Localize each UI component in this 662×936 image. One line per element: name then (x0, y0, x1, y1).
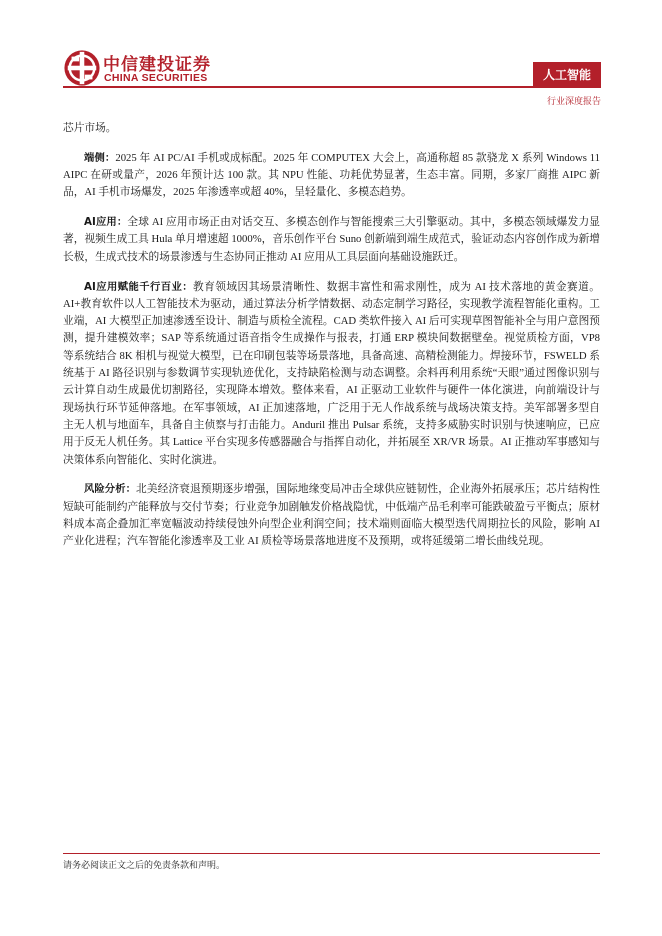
china-securities-logo-icon (63, 49, 101, 87)
paragraph-ai-applications (63, 214, 600, 266)
company-name-cn: 中信建投证券 (103, 55, 211, 75)
paragraph-text: 教育领域因其场景清晰性、数据丰富性和需求刚性，成为 AI 技术落地的黄金赛道。AI+教育软件以人工智能技术为驱动，通过算法分析学情数据、动态定制学习路径，实现教学流程智能化重构。工业端，AI 大模型正加速渗透至设计、制造与质检全流程。CAD 类软件接入 AI 后可实现草图智能补全与用户意图预测，提升建模效率；SAP 等系统通过语音指令生成操作与报表，打通 ERP 模块间数据壁垒。视觉质检方面，VP8 等系统结合 8K 相机与视觉大模型，已在印刷包装等场景落地，具备高速、高精检测能力。焊接环节，FSWELD 系统基于 AI 路径识别与参数调节实现轨迹优化，支持缺陷检测与动态调整。余料再利用系统“天眼”通过图像识别与云计算自动生成最优切割路径，实现降本增效。整体来看，AI 正驱动工业软件与硬件一体化演进，向前端设计与现场执行环节延伸落地。在军事领域，AI 正加速落地，广泛用于无人作战系统与战场决策支持。美军部署多型自主无人机与地面车，具备自主侦察与打击能力。Anduril 推出 Pulsar 系统，支持多威胁实时识别与快速响应，已应用于反无人机任务。其 Lattice 平台实现多传感器融合与指挥自动化，并拓展至 XR/VR 场景。AI 正推动军事感知与决策体系向智能化、实时化演进。 (63, 280, 600, 466)
report-body (63, 120, 600, 551)
paragraph-ai-empowers-industries (63, 279, 600, 469)
paragraph-heading: AI应用赋能千行百业： (84, 280, 193, 293)
sector-tag: 人工智能 (533, 62, 601, 86)
footer-divider (63, 853, 600, 854)
header-divider (63, 86, 601, 88)
intro-text: 芯片市场。 (63, 122, 117, 134)
paragraph-heading: 端侧： (84, 151, 116, 164)
report-type-label: 行业深度报告 (546, 97, 601, 107)
paragraph-heading: AI应用： (84, 216, 128, 229)
paragraph-device-side (63, 150, 600, 202)
paragraph-text: 全球 AI 应用市场正由对话交互、多模态创作与智能搜索三大引擎驱动。其中，多模态领域爆发力显著，视频生成工具 Hula 单月增速超 1000%，音乐创作平台 Suno 创新端到端生成范式，验证动态内容创作成为新增长极，生成式技术的场景渗透与生态协同正推动 AI 应用从工具层面向基础设施跃迁。 (63, 216, 600, 263)
disclaimer-text: 请务必阅读正文之后的免责条款和声明。 (63, 861, 226, 871)
paragraph-text: 2025 年 AI PC/AI 手机或成标配。2025 年 COMPUTEX 大会上，高通称超 85 款骁龙 X 系列 Windows 11 AIPC 在研或量产，2026 年预计达 100 款。其 NPU 性能、功耗优势显著，生态丰富。同期，多家厂商推 AIPC 新品，AI 手机市场爆发，2025 年渗透率或超 40%，呈轻量化、多模态趋势。 (63, 151, 600, 199)
paragraph-heading: 风险分析： (84, 483, 137, 496)
paragraph-risk-analysis (63, 481, 600, 550)
paragraph-text: 北美经济衰退预期逐步增强，国际地缘变局冲击全球供应链韧性，企业海外拓展承压；芯片结构性短缺可能制约产能释放与交付节奏；行业竞争加剧触发价格战隐忧，中低端产品毛利率可能跌破盈亏平衡点；原材料成本高企叠加汇率宽幅波动持续侵蚀外向型企业利润空间；技术端则面临大模型迭代周期拉长的风险，影响 AI 产业化进程；汽车智能化渗透率及工业 AI 质检等场景落地进度不及预期，或将延缓第二增长曲线兑现。 (63, 483, 600, 548)
company-name-en: CHINA SECURITIES (104, 72, 208, 84)
